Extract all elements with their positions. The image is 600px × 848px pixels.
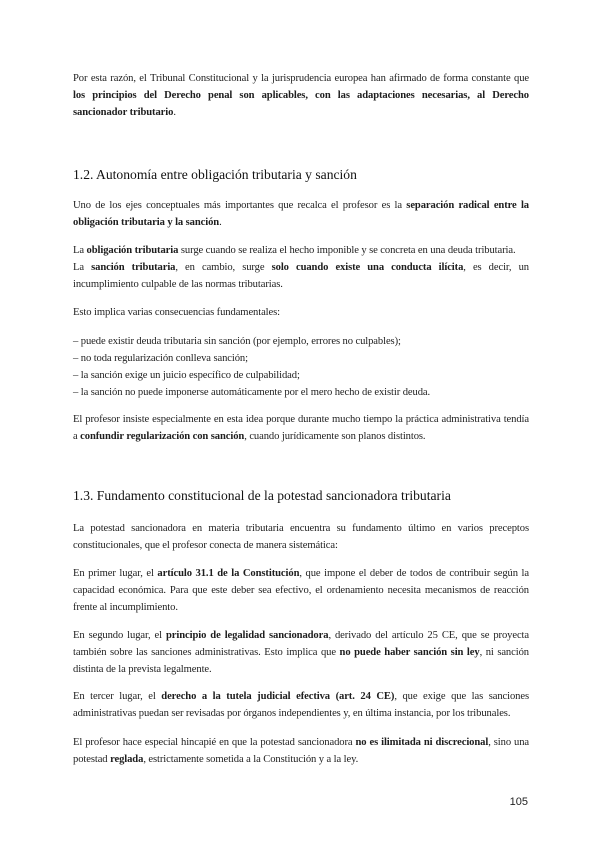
bold-run: los principios del Derecho penal son aplicables, con las adaptaciones necesarias, al Derecho sancionador tributario bbox=[73, 90, 529, 118]
paragraph-1-3-c bbox=[73, 627, 529, 678]
text-run: , que impone el deber de todos de contribuir según la capacidad económica. Para que este deber sea efectivo, el ordenamiento necesita mecanismos de reacción frente al incumplimiento. bbox=[73, 568, 529, 613]
bold-run: no puede haber sanción sin ley bbox=[339, 647, 480, 658]
paragraph-1-3-a: La potestad sancionadora en materia tributaria encuentra su fundamento último en varios preceptos constitucionales, que el profesor conecta de manera sistemática: bbox=[73, 523, 529, 551]
bold-run: obligación tributaria bbox=[86, 245, 179, 256]
text-run: , cuando jurídicamente son planos distintos. bbox=[244, 431, 426, 442]
paragraph-1-2-b bbox=[73, 242, 529, 293]
text-run: , estrictamente sometida a la Constitución y a la ley. bbox=[143, 754, 359, 765]
bold-run: sanción tributaria bbox=[91, 262, 176, 273]
list-item: – la sanción exige un juicio específico de culpabilidad; bbox=[73, 370, 300, 381]
text-run: . bbox=[219, 217, 222, 228]
text-run: En tercer lugar, el bbox=[73, 691, 162, 702]
bold-run: derecho a la tutela judicial efectiva (art. 24 CE) bbox=[161, 691, 395, 702]
list-item: – no toda regularización conlleva sanción; bbox=[73, 353, 248, 364]
section-heading-1-3: 1.3. Fundamento constitucional de la potestad sancionadora tributaria bbox=[73, 488, 451, 503]
text-run: surge cuando se realiza el hecho imponible y se concreta en una deuda tributaria. bbox=[178, 245, 516, 256]
bold-run: separación radical entre la obligación tributaria y la sanción bbox=[73, 200, 530, 228]
consequences-list bbox=[73, 333, 529, 401]
bold-run: solo cuando existe una conducta ilícita bbox=[271, 262, 464, 273]
text-run: En primer lugar, el bbox=[73, 568, 158, 579]
page-number: 105 bbox=[509, 796, 528, 808]
text-run: , sino una potestad bbox=[73, 737, 530, 765]
text-run: , en cambio, surge bbox=[175, 262, 272, 273]
text-run: , ni sanción distinta de la prevista legalmente. bbox=[73, 647, 529, 675]
text-run: Uno de los ejes conceptuales más importantes que recalca el profesor es la bbox=[73, 200, 407, 211]
bold-run: principio de legalidad sancionadora bbox=[166, 630, 329, 641]
paragraph-1-3-d bbox=[73, 688, 529, 722]
list-item: – la sanción no puede imponerse automáticamente por el mero hecho de existir deuda. bbox=[73, 387, 431, 398]
bold-run: reglada bbox=[110, 754, 144, 765]
text-run: , derivado del artículo 25 CE, que se proyecta también sobre las sanciones administrativas. Esto implica que bbox=[73, 630, 529, 658]
paragraph-1-3-e bbox=[73, 734, 529, 768]
list-item: – puede existir deuda tributaria sin sanción (por ejemplo, errores no culpables); bbox=[73, 336, 401, 347]
text-run: En segundo lugar, el bbox=[73, 630, 166, 641]
paragraph-1-2-a bbox=[73, 197, 529, 231]
text-run: La bbox=[73, 245, 87, 256]
intro-paragraph bbox=[73, 70, 529, 121]
text-run: El profesor hace especial hincapié en que la potestad sancionadora bbox=[73, 737, 356, 748]
text-run: La bbox=[73, 262, 92, 273]
paragraph-1-2-d bbox=[73, 411, 529, 445]
paragraph-1-3-b bbox=[73, 565, 529, 616]
bold-run: no es ilimitada ni discrecional bbox=[355, 737, 489, 748]
text-run: . bbox=[173, 107, 176, 118]
text-run: , que exige que las sanciones administrativas puedan ser revisadas por órganos independientes y, en última instancia, por los tribunales. bbox=[73, 691, 529, 719]
text-run: El profesor insiste especialmente en esta idea porque durante mucho tiempo la práctica administrativa tendía a bbox=[73, 414, 529, 442]
bold-run: artículo 31.1 de la Constitución bbox=[157, 568, 300, 579]
bold-run: confundir regularización con sanción bbox=[80, 431, 245, 442]
text-run: Por esta razón, el Tribunal Constitucional y la jurisprudencia europea han afirmado de forma constante que bbox=[73, 73, 529, 84]
paragraph-1-2-c: Esto implica varias consecuencias fundamentales: bbox=[73, 307, 280, 318]
section-heading-1-2: 1.2. Autonomía entre obligación tributaria y sanción bbox=[73, 167, 357, 182]
text-run: , es decir, un incumplimiento culpable de las normas tributarias. bbox=[73, 262, 529, 290]
